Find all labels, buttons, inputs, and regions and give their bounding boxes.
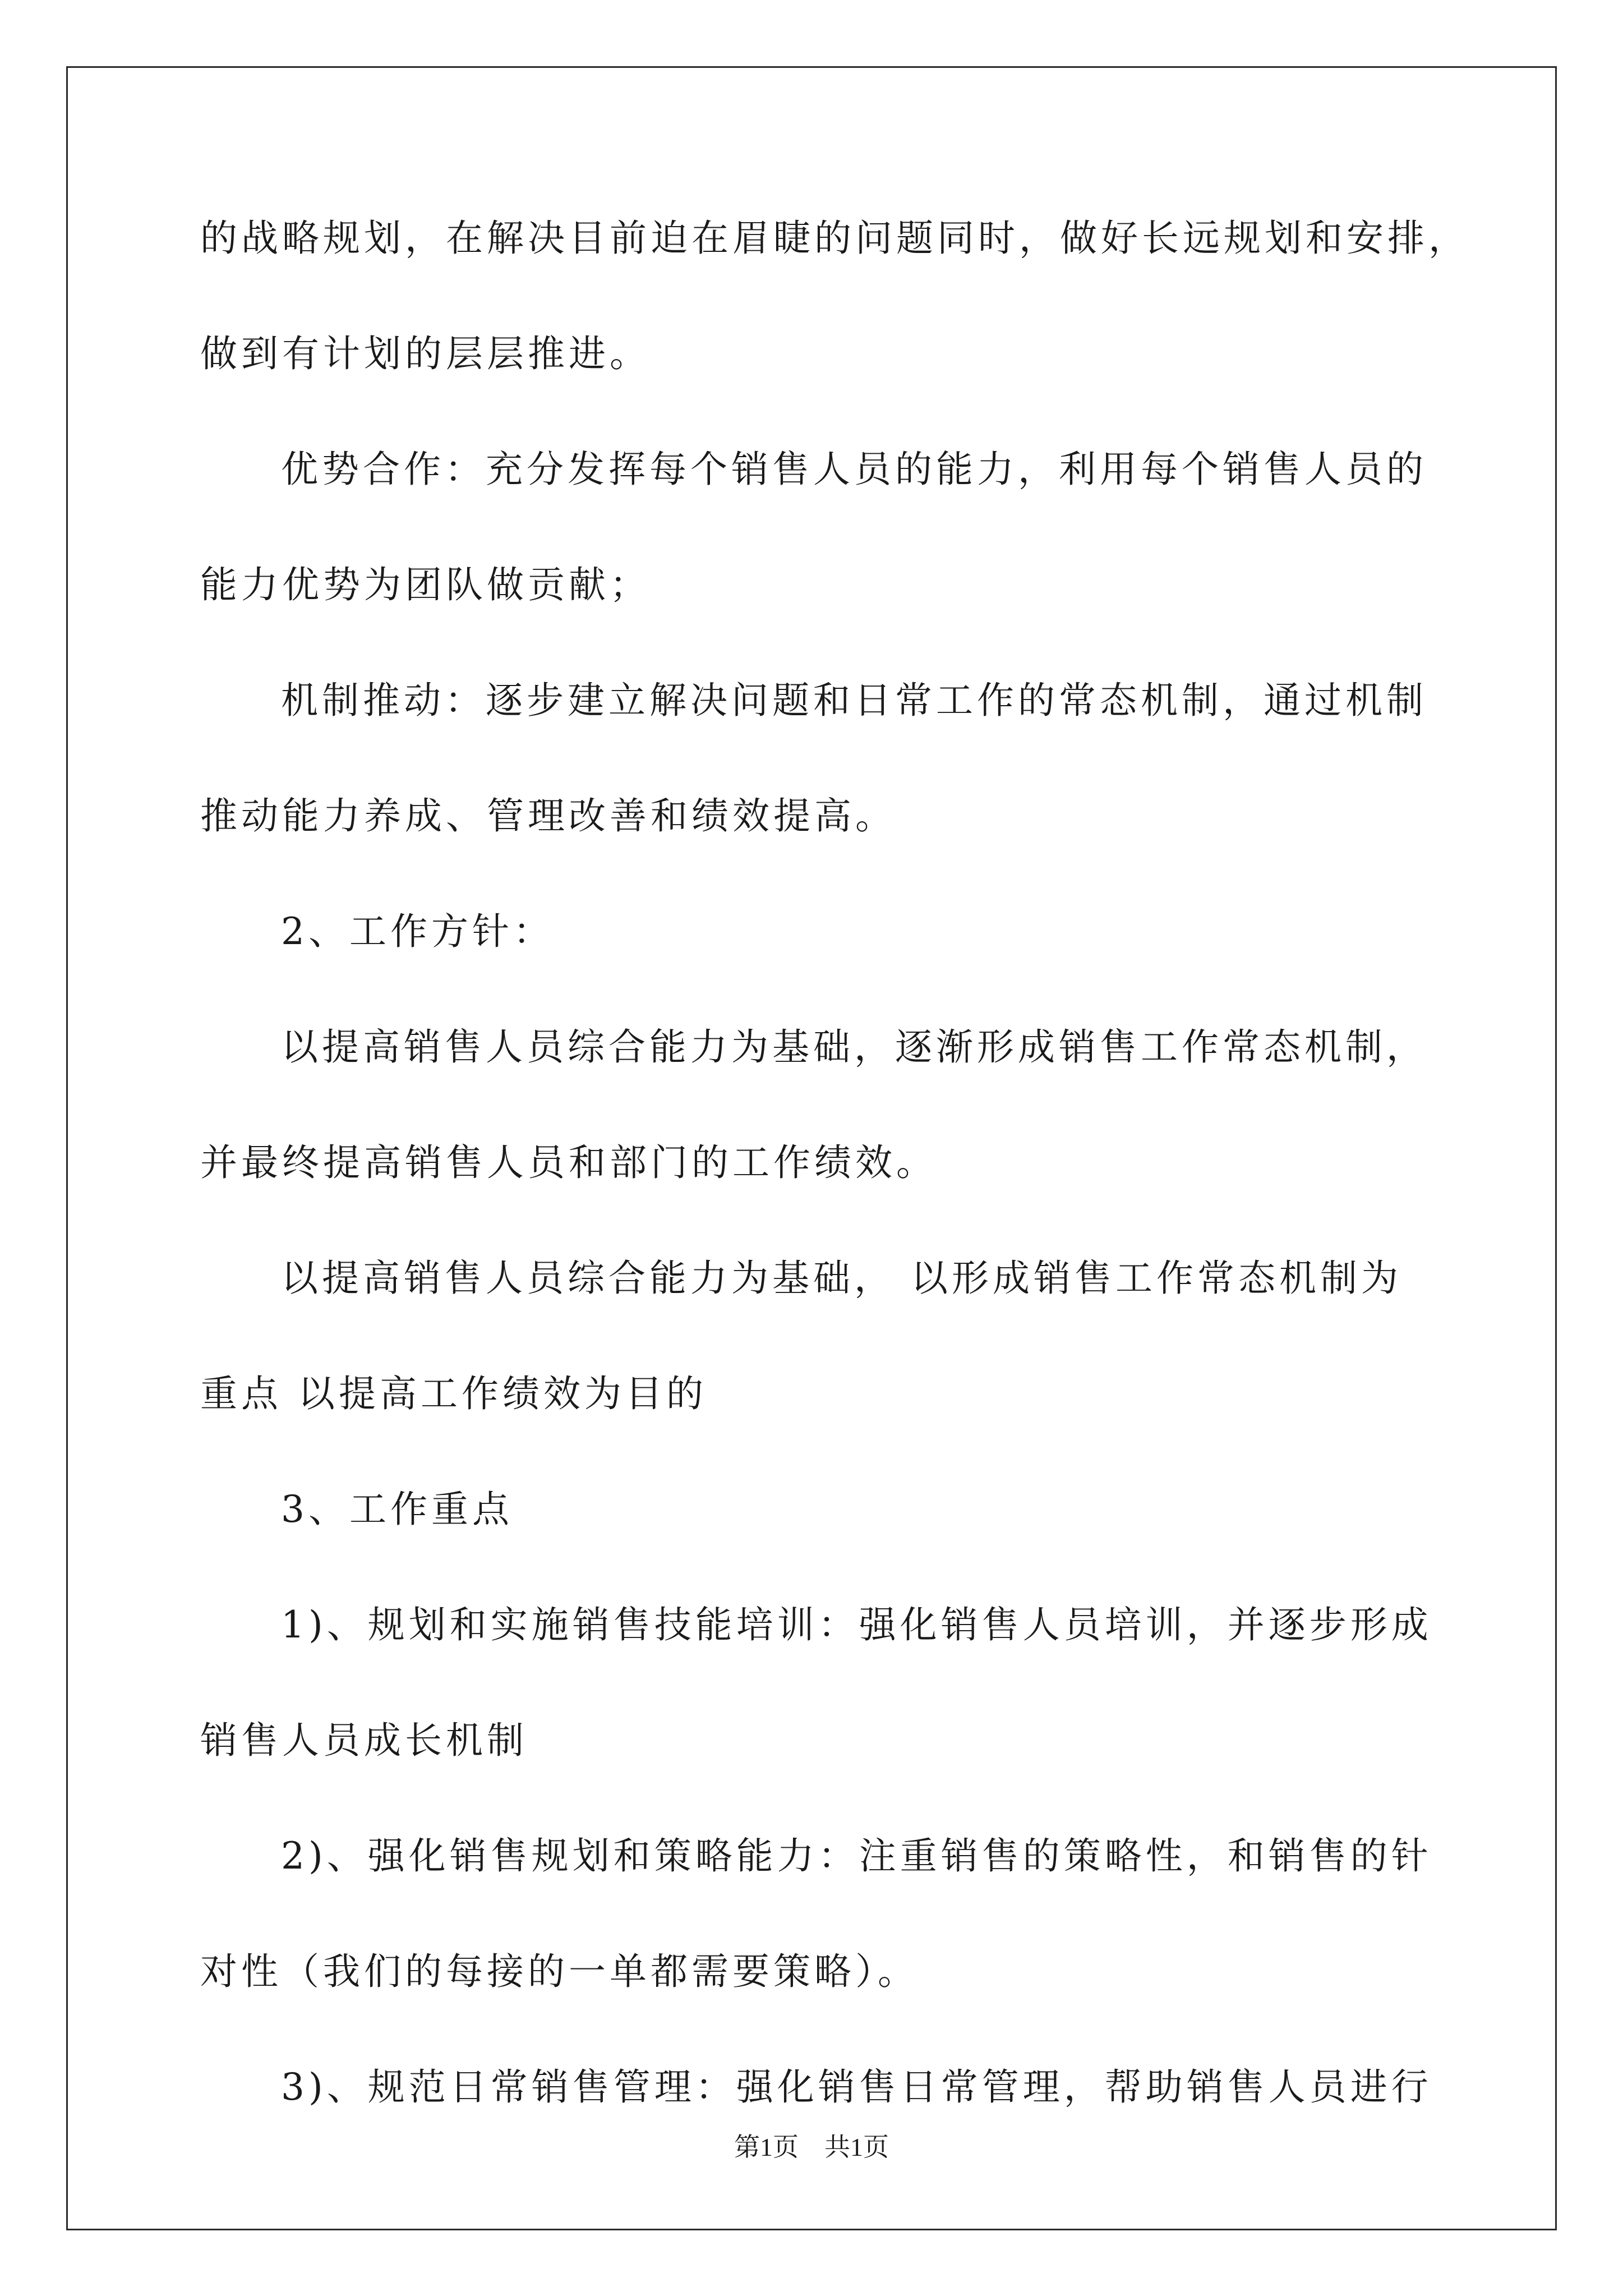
text-line: 优势合作：充分发挥每个销售人员的能力，利用每个销售人员的 (281, 448, 1427, 491)
text-line: 的战略规划，在解决目前迫在眉睫的问题同时，做好长远规划和安排， (200, 217, 1469, 260)
document-body (200, 217, 1469, 2184)
text-line: 重点 以提高工作绩效为目的 (200, 1372, 707, 1415)
text-line: 2)、强化销售规划和策略能力：注重销售的策略性，和销售的针 (281, 1834, 1432, 1878)
section-heading: 2、工作方针： (281, 910, 554, 953)
text-line: 以提高销售人员综合能力为基础，逐渐形成销售工作常态机制， (281, 1025, 1427, 1069)
text-line: 机制推动：逐步建立解决问题和日常工作的常态机制，通过机制 (281, 679, 1427, 722)
text-line: 销售人员成长机制 (200, 1719, 528, 1762)
text-line: 以提高销售人员综合能力为基础， 以形成销售工作常态机制为 (281, 1257, 1402, 1300)
text-line: 做到有计划的层层推进。 (200, 332, 651, 375)
text-line: 并最终提高销售人员和部门的工作绩效。 (200, 1141, 937, 1184)
text-line: 能力优势为团队做贡献； (200, 563, 651, 606)
text-line: 对性（我们的每接的一单都需要策略）。 (200, 1950, 919, 1993)
section-heading: 3、工作重点 (281, 1488, 513, 1531)
text-line: 1)、规划和实施销售技能培训：强化销售人员培训，并逐步形成 (281, 1603, 1432, 1646)
text-line: 3)、规范日常销售管理：强化销售日常管理，帮助销售人员进行 (281, 2065, 1432, 2109)
text-line: 推动能力养成、管理改善和绩效提高。 (200, 794, 896, 838)
page-footer: 第1页 共1页 (734, 2133, 889, 2161)
